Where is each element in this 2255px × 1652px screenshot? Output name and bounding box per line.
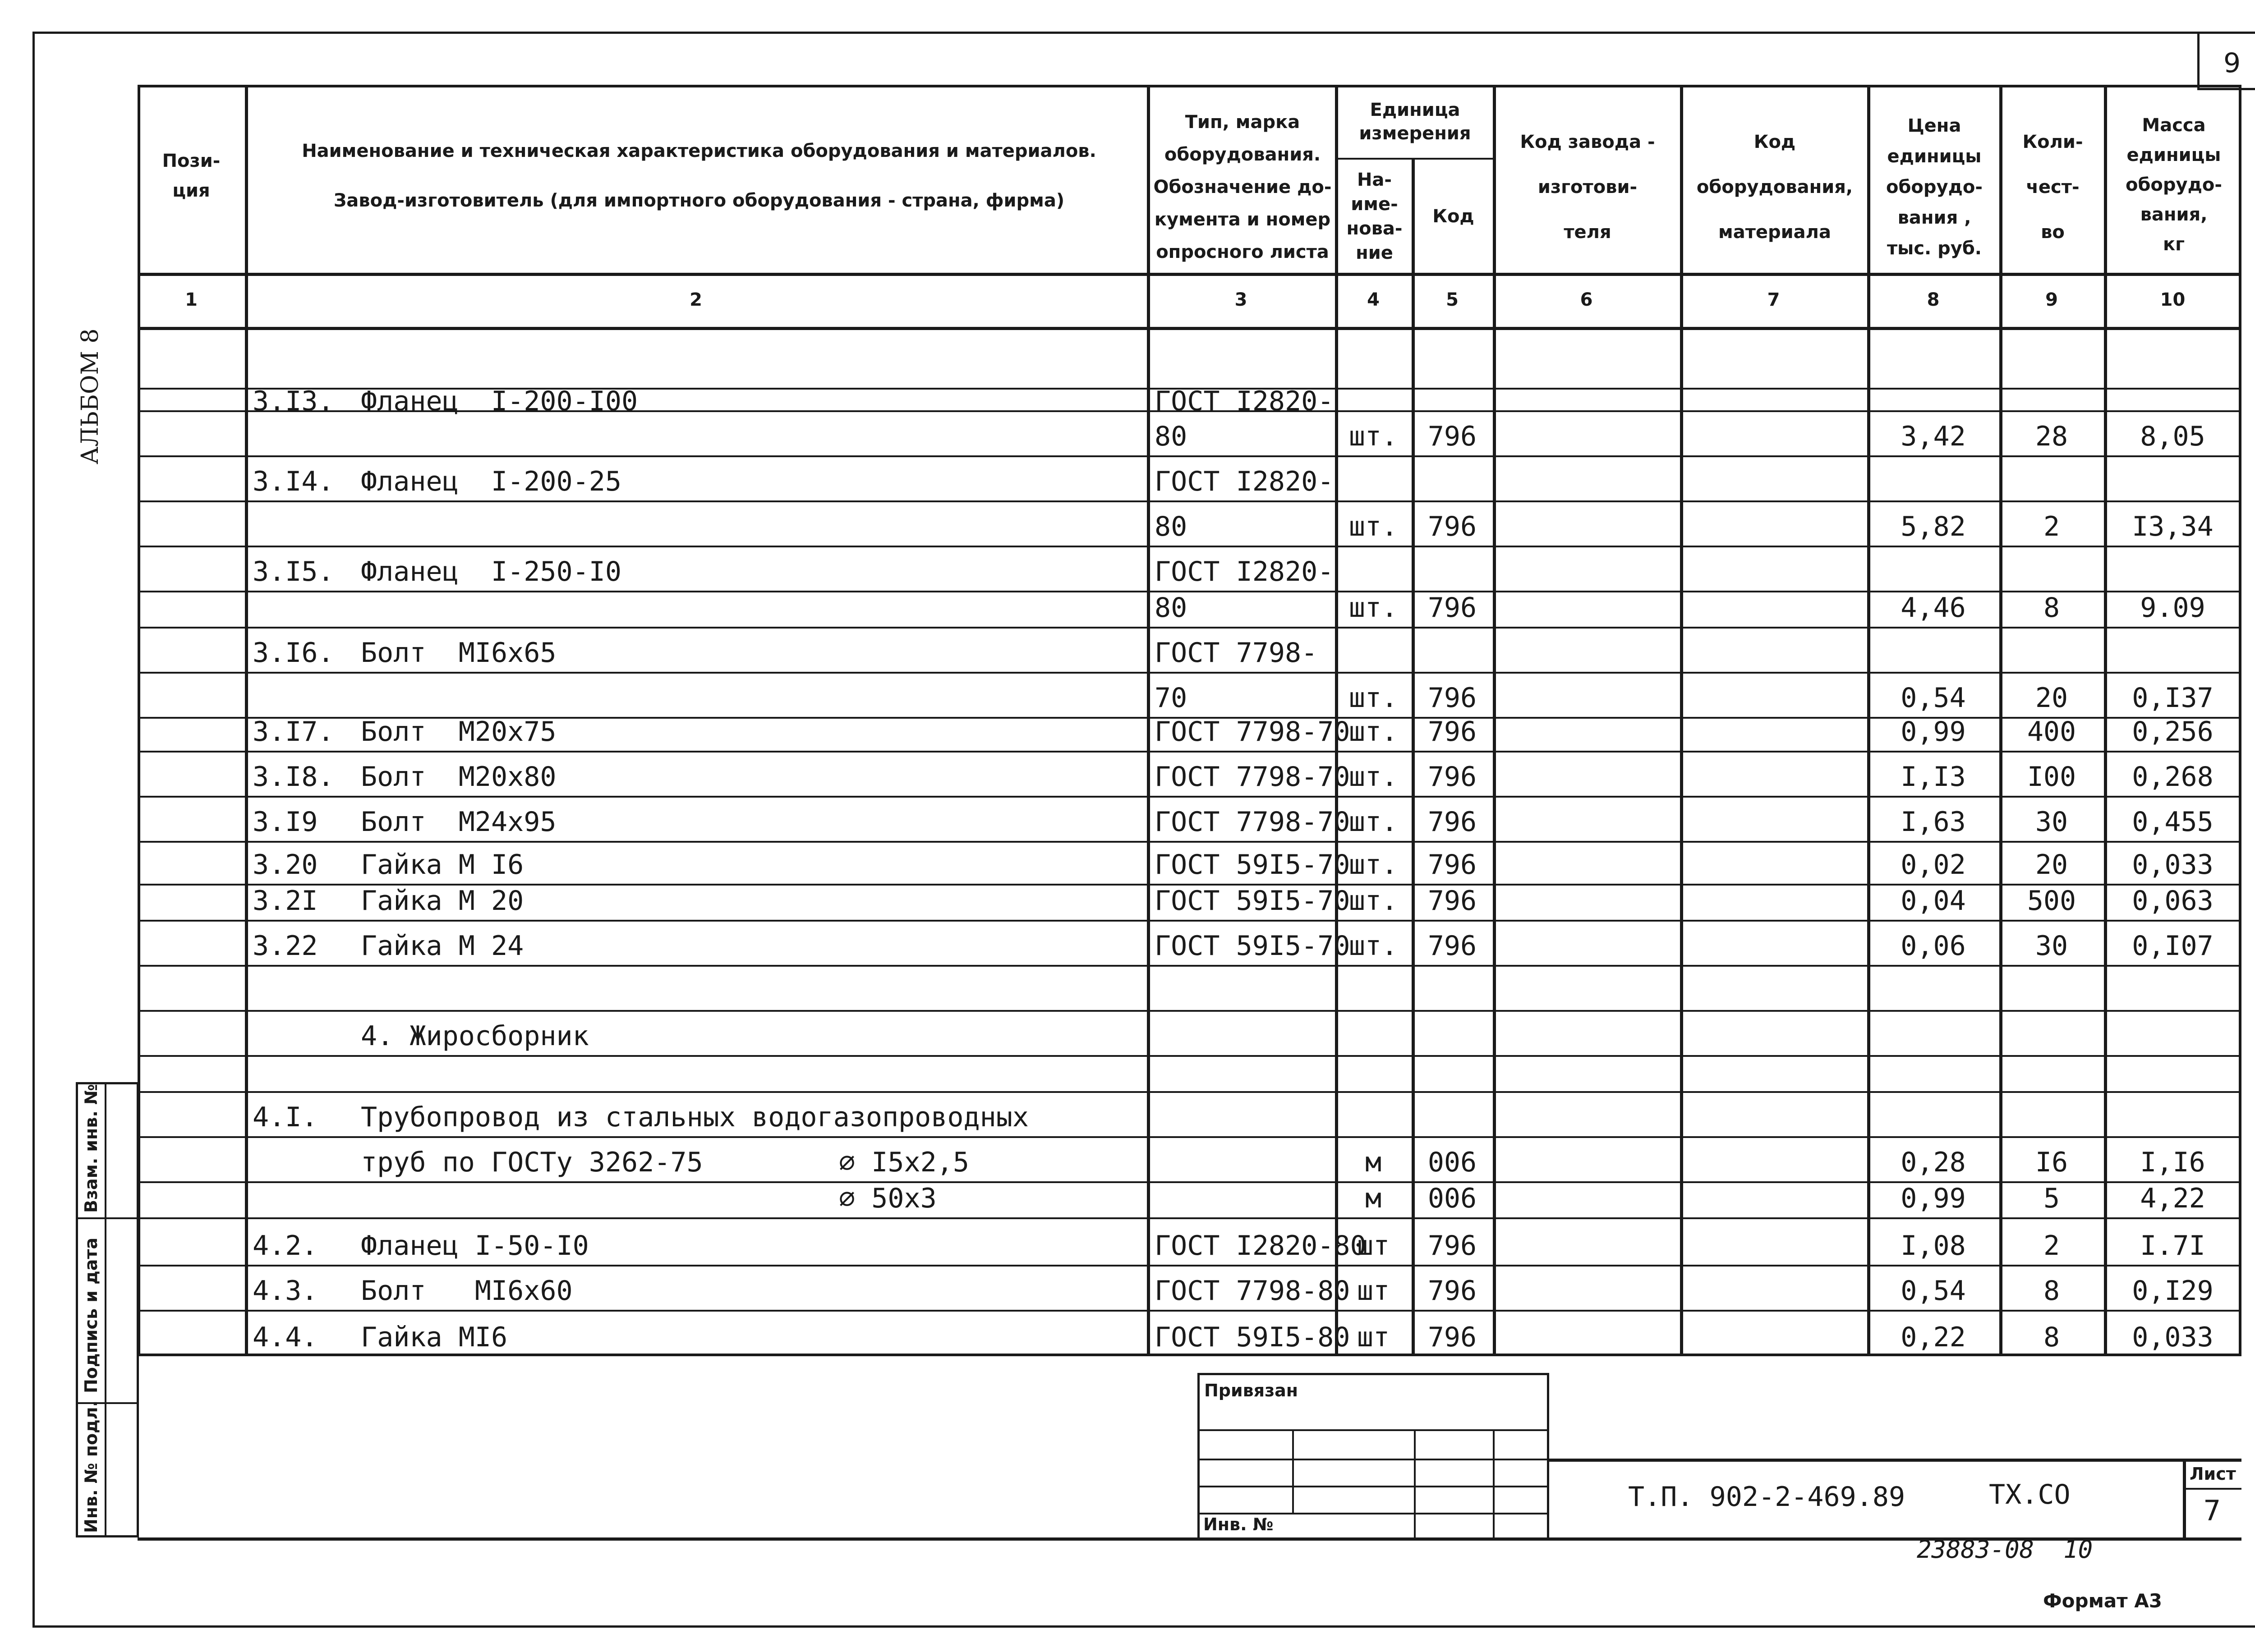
row-mass: 0,268 [2132, 761, 2214, 793]
corner-sheet-number: 9 [2223, 47, 2241, 79]
colnum-6: 6 [1580, 289, 1593, 310]
row-name: Фланец I-200-I00 [361, 385, 638, 417]
row-document: ГОСТ 59I5-70 [1155, 849, 1350, 881]
row-document: ГОСТ 59I5-70 [1155, 930, 1350, 962]
row-unit-code: 796 [1427, 1275, 1477, 1307]
row-price: 0,28 [1901, 1147, 1966, 1178]
header-col-unit-name: На- име- нова- ние [1346, 170, 1403, 263]
colnum-1: 1 [185, 289, 198, 310]
inv-no-label: Инв. № [1203, 1514, 1274, 1534]
row-unit-code: 796 [1427, 511, 1477, 542]
row-position: 3.I8. [253, 761, 334, 793]
row-quantity: 30 [2035, 930, 2068, 962]
row-unit-code: 796 [1427, 421, 1477, 452]
row-name: Гайка M 20 [361, 885, 524, 917]
row-mass: 0,256 [2132, 716, 2214, 748]
side-stamp-vzam: Взам. инв. № [81, 1084, 101, 1213]
colnum-5: 5 [1446, 289, 1459, 310]
row-mass: I,I6 [2140, 1147, 2205, 1178]
row-position: 3.22 [253, 930, 318, 962]
row-unit-code: 796 [1427, 1322, 1477, 1353]
side-stamp-podpis: Подпись и дата [81, 1237, 101, 1393]
header-col-unit-code: Код [1432, 206, 1474, 227]
row-mass: I3,34 [2132, 511, 2214, 542]
row-position: 3.I9 [253, 806, 318, 838]
row-price: 0,99 [1901, 716, 1966, 748]
row-unit-code: 796 [1427, 1230, 1477, 1262]
row-name: Болт M20x75 [361, 716, 557, 748]
row-name: 4. Жиросборник [361, 1020, 589, 1052]
row-price: 3,42 [1901, 421, 1966, 452]
colnum-7: 7 [1767, 289, 1780, 310]
row-unit-code: 796 [1427, 716, 1477, 748]
row-price: 0,54 [1901, 1275, 1966, 1307]
row-unit-code: 796 [1427, 849, 1477, 881]
row-quantity: 20 [2035, 849, 2068, 881]
row-price: 0,22 [1901, 1322, 1966, 1353]
row-unit: шт [1357, 1322, 1390, 1353]
row-document: ГОСТ 59I5-70 [1155, 885, 1350, 917]
row-unit-code: 796 [1427, 761, 1477, 793]
row-mass: 8,05 [2140, 421, 2205, 452]
row-unit-code: 796 [1427, 806, 1477, 838]
row-unit: шт [1357, 1275, 1390, 1307]
row-name: Болт M24x95 [361, 806, 557, 838]
row-mass: 9.09 [2140, 592, 2205, 624]
row-mass: 0,033 [2132, 1322, 2214, 1353]
row-position: 3.I6. [253, 637, 334, 669]
row-price: 0,02 [1901, 849, 1966, 881]
row-unit: шт. [1348, 806, 1398, 838]
row-position: 4.2. [253, 1230, 318, 1262]
row-quantity: 8 [2043, 1322, 2060, 1353]
doc-code: ТХ.СО [1989, 1479, 2071, 1510]
row-name: Болт MI6x60 [361, 1275, 573, 1307]
row-mass: 0,I07 [2132, 930, 2214, 962]
row-name: труб по ГОСТу 3262-75 [361, 1147, 703, 1178]
row-name: Фланец I-50-I0 [361, 1230, 589, 1262]
row-quantity: 28 [2035, 421, 2068, 452]
sheet-label: Лист [2190, 1464, 2236, 1484]
row-quantity: I00 [2027, 761, 2076, 793]
row-name: Болт M20x80 [361, 761, 557, 793]
row-price: 4,46 [1901, 592, 1966, 624]
row-quantity: 500 [2027, 885, 2076, 917]
row-unit: шт. [1348, 511, 1398, 542]
row-quantity: 8 [2043, 592, 2060, 624]
row-unit-code: 006 [1427, 1147, 1477, 1178]
row-name-extra: ⌀ I5x2,5 [839, 1147, 969, 1178]
row-unit: шт. [1348, 716, 1398, 748]
handwritten-number: 23883-08 10 [1917, 1535, 2093, 1564]
row-mass: 0,063 [2132, 885, 2214, 917]
row-unit: шт. [1348, 930, 1398, 962]
row-unit-code: 796 [1427, 682, 1477, 714]
row-price: 5,82 [1901, 511, 1966, 542]
row-name: Гайка M I6 [361, 849, 524, 881]
row-name: Трубопровод из стальных водогазопроводных [361, 1101, 1029, 1133]
row-name: Болт MI6x65 [361, 637, 557, 669]
row-price: I,63 [1901, 806, 1966, 838]
row-document: ГОСТ I2820-80 [1155, 1230, 1367, 1262]
row-mass: 4,22 [2140, 1183, 2205, 1214]
row-price: I,I3 [1901, 761, 1966, 793]
row-document: 80 [1155, 511, 1187, 542]
row-position: 3.2I [253, 885, 318, 917]
colnum-9: 9 [2045, 289, 2058, 310]
row-quantity: 5 [2043, 1183, 2060, 1214]
header-col-price: Цена единицы оборудо- вания , тыс. руб. [1886, 115, 1983, 259]
row-quantity: 400 [2027, 716, 2076, 748]
header-col-factory-code: Код завода - изготови- теля [1520, 132, 1655, 243]
row-price: 0,06 [1901, 930, 1966, 962]
row-unit: шт. [1348, 761, 1398, 793]
row-price: 0,54 [1901, 682, 1966, 714]
row-document: ГОСТ I2820- [1155, 466, 1334, 497]
row-price: I,08 [1901, 1230, 1966, 1262]
row-document: ГОСТ I2820- [1155, 556, 1334, 587]
row-quantity: 2 [2043, 511, 2060, 542]
row-position: 4.3. [253, 1275, 318, 1307]
row-unit-code: 796 [1427, 592, 1477, 624]
row-document: ГОСТ 59I5-80 [1155, 1322, 1350, 1353]
row-quantity: 30 [2035, 806, 2068, 838]
row-position: 3.I5. [253, 556, 334, 587]
row-unit: шт. [1348, 849, 1398, 881]
row-document: ГОСТ 7798- [1155, 637, 1318, 669]
row-price: 0,99 [1901, 1183, 1966, 1214]
row-quantity: 2 [2043, 1230, 2060, 1262]
row-name: Гайка M 24 [361, 930, 524, 962]
row-unit: шт. [1348, 885, 1398, 917]
row-mass: 0,I29 [2132, 1275, 2214, 1307]
row-mass: I.7I [2140, 1230, 2205, 1262]
row-mass: 0,033 [2132, 849, 2214, 881]
row-unit: шт. [1348, 682, 1398, 714]
colnum-2: 2 [690, 289, 702, 310]
header-col-position: Пози- ция [162, 151, 221, 201]
row-name: Гайка MI6 [361, 1322, 508, 1353]
row-unit: м [1365, 1183, 1382, 1214]
row-unit: шт. [1348, 592, 1398, 624]
header-col-type: Тип, марка оборудования. Обозначение до- кумента и номер опросного листа [1153, 112, 1332, 262]
header-col-name: Наименование и техническая характеристика оборудования и материалов. Завод-изготовитель (для импортного оборудования - страна, фирма) [302, 141, 1096, 211]
album-label: АЛЬБОМ 8 [77, 328, 104, 464]
row-document: ГОСТ 7798-70 [1155, 716, 1350, 748]
colnum-4: 4 [1367, 289, 1380, 310]
row-price: 0,04 [1901, 885, 1966, 917]
row-unit-code: 006 [1427, 1183, 1477, 1214]
row-unit-code: 796 [1427, 930, 1477, 962]
row-position: 3.I4. [253, 466, 334, 497]
row-document: 80 [1155, 421, 1187, 452]
colnum-3: 3 [1234, 289, 1247, 310]
row-position: 3.I3. [253, 385, 334, 417]
privyazan-label: Привязан [1204, 1381, 1298, 1400]
row-mass: 0,I37 [2132, 682, 2214, 714]
row-document: ГОСТ 7798-70 [1155, 806, 1350, 838]
side-stamp-inv-podl: Инв. № подл. [81, 1400, 101, 1533]
row-document: 70 [1155, 682, 1187, 714]
row-document: 80 [1155, 592, 1187, 624]
colnum-8: 8 [1927, 289, 1940, 310]
row-mass: 0,455 [2132, 806, 2214, 838]
row-document: ГОСТ 7798-70 [1155, 761, 1350, 793]
row-quantity: I6 [2035, 1147, 2068, 1178]
colnum-10: 10 [2160, 289, 2186, 310]
row-name: Фланец I-200-25 [361, 466, 621, 497]
header-col-quantity: Коли- чест- во [2022, 132, 2083, 243]
format-label: Формат А3 [2043, 1590, 2162, 1612]
sheet-number: 7 [2203, 1494, 2221, 1527]
row-unit-code: 796 [1427, 885, 1477, 917]
header-col-mass: Масса единицы оборудо- вания, кг [2126, 115, 2222, 255]
row-position: 3.20 [253, 849, 318, 881]
doc-designation: Т.П. 902-2-469.89 [1628, 1481, 1905, 1513]
row-document: ГОСТ I2820- [1155, 385, 1334, 417]
row-unit: шт [1357, 1230, 1390, 1262]
row-position: 4.I. [253, 1101, 318, 1133]
row-position: 4.4. [253, 1322, 318, 1353]
row-name-extra: ⌀ 50x3 [839, 1183, 937, 1214]
row-unit: м [1365, 1147, 1382, 1178]
header-col-equipment-code: Код оборудования, материала [1696, 132, 1853, 243]
row-document: ГОСТ 7798-80 [1155, 1275, 1350, 1307]
row-quantity: 8 [2043, 1275, 2060, 1307]
row-name: Фланец I-250-I0 [361, 556, 621, 587]
row-quantity: 20 [2035, 682, 2068, 714]
row-unit: шт. [1348, 421, 1398, 452]
header-unit-group: Единица измерения [1359, 100, 1471, 144]
row-position: 3.I7. [253, 716, 334, 748]
